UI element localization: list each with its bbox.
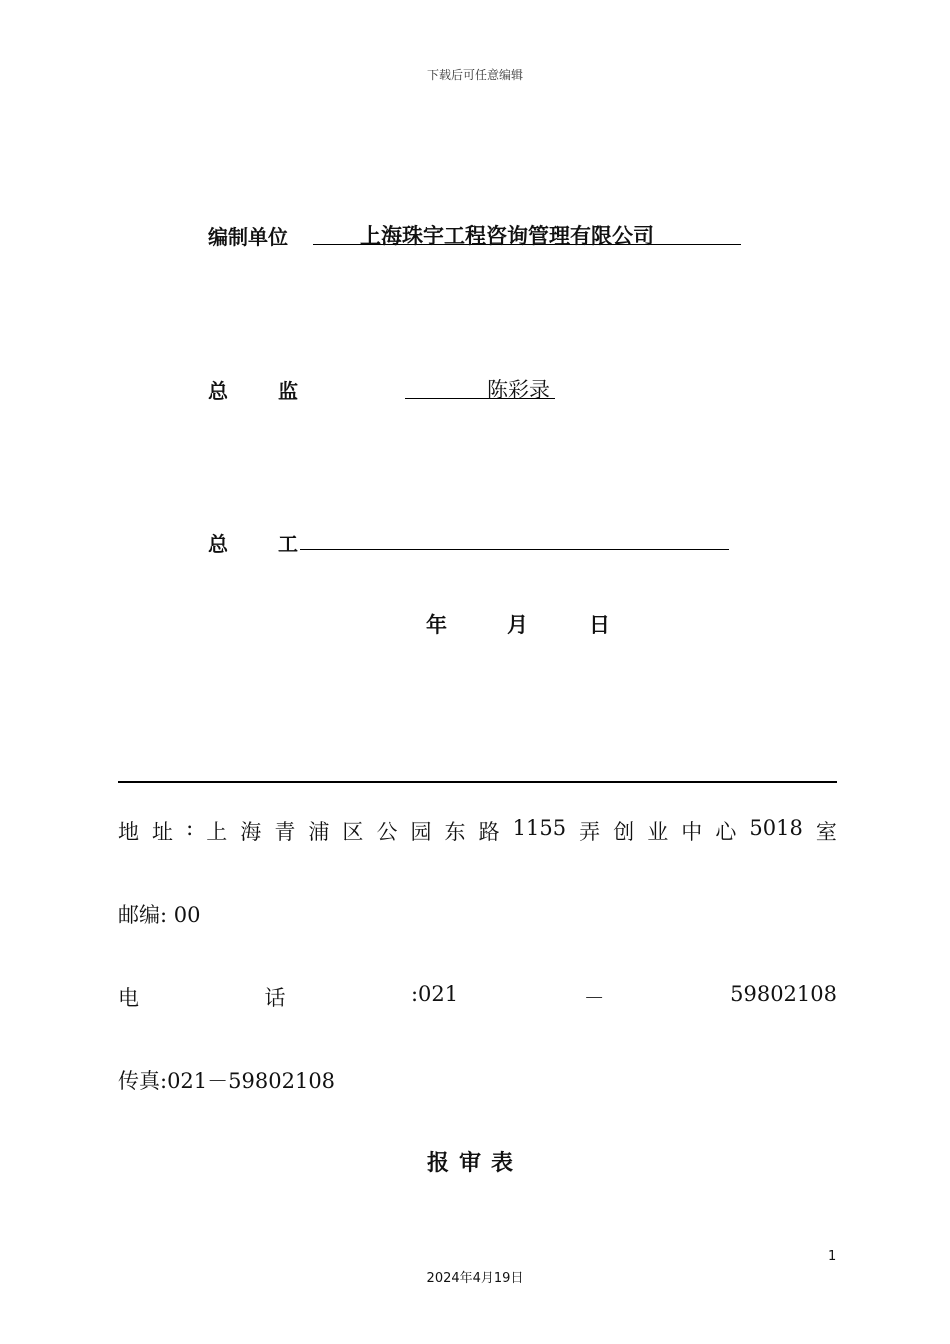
address-char: 址 (152, 820, 174, 844)
header-note: 下载后可任意编辑 (426, 68, 523, 82)
engineer-label-first: 总 (208, 532, 228, 556)
phone-part: 电 (118, 986, 139, 1010)
unit-value: 上海珠宇工程咨询管理有限公司 (360, 224, 654, 248)
supervisor-value: 陈彩录 (487, 378, 550, 402)
unit-label: 编制单位 (208, 225, 288, 249)
phone-line (118, 982, 837, 1012)
page-number: 1 (828, 1249, 837, 1264)
footer-date: 2024年4月19日 (426, 1271, 524, 1286)
address-char: 东 (444, 820, 466, 844)
address-char: 海 (240, 820, 262, 844)
section-divider (118, 781, 837, 783)
address-char: 青 (274, 820, 296, 844)
address-char: 室 (815, 820, 837, 844)
address-line (118, 816, 837, 846)
date-day: 日 (589, 613, 610, 637)
supervisor-label-first: 总 (208, 379, 228, 403)
phone-part: 话 (264, 986, 286, 1010)
supervisor-label-second: 监 (278, 379, 298, 403)
address-char: 园 (410, 820, 432, 844)
date-year: 年 (426, 613, 447, 637)
fax-line: 传真:021－59802108 (118, 1069, 336, 1093)
address-char: 路 (478, 820, 500, 844)
address-char: : (186, 816, 194, 840)
address-char: 业 (647, 820, 669, 844)
address-char: 心 (715, 820, 737, 844)
date-month: 月 (507, 613, 528, 637)
address-char: 中 (681, 820, 703, 844)
address-char: 创 (613, 820, 635, 844)
report-title: 报审表 (426, 1151, 523, 1176)
phone-part: :021 (410, 982, 459, 1006)
address-char: 弄 (579, 820, 601, 844)
address-char: 5018 (749, 816, 803, 840)
phone-part: － (583, 986, 605, 1010)
engineer-label-second: 工 (278, 532, 298, 556)
zip-line: 邮编: 00 (118, 903, 201, 927)
address-char: 区 (342, 820, 364, 844)
address-char: 浦 (308, 820, 330, 844)
phone-part: 59802108 (730, 982, 837, 1006)
address-char: 1155 (512, 816, 567, 840)
address-char: 地 (118, 820, 139, 844)
engineer-underline (300, 549, 729, 550)
address-char: 上 (206, 820, 228, 844)
address-char: 公 (376, 820, 398, 844)
